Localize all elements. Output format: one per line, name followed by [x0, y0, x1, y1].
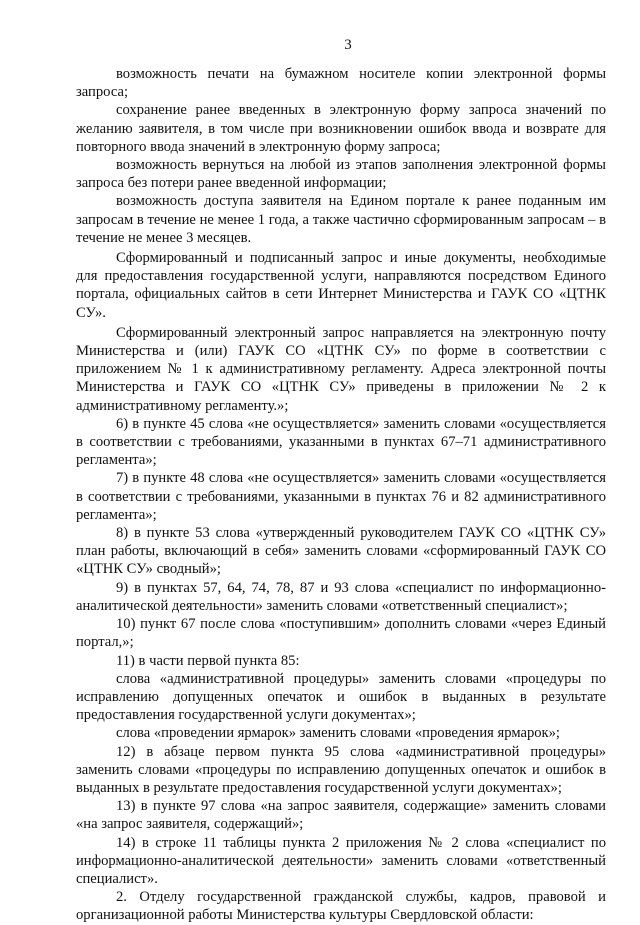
amendment-item-14: 14) в строке 11 таблицы пункта 2 приложения № 2 слова «специалист по информационно-аналитической деятельности» заменить словами «ответственный специалист».: [76, 834, 606, 887]
amendment-item-13: 13) в пункте 97 слова «на запрос заявителя, содержащие» заменить словами «на запрос заявителя, содержащий»;: [76, 798, 606, 833]
page-number: 3: [344, 37, 352, 53]
paragraph-signed-request: Сформированный и подписанный запрос и иные документы, необходимые для предоставления государственной услуги, направляются посредством Единого портала, официальных сайтов в сети Интернет Министерства и ГАУК СО «ЦТНК СУ».: [76, 250, 606, 321]
paragraph-print-copy: возможность печати на бумажном носителе копии электронной формы запроса;: [76, 66, 606, 101]
amendment-item-7: 7) в пункте 48 слова «не осуществляется» заменить словами «осуществляется в соответствии с требованиями, указанными в пунктах 76 и 82 административного регламента»;: [76, 470, 606, 523]
section-2-paragraph: 2. Отделу государственной гражданской службы, кадров, правовой и организационной работы Министерства культуры Свердловской области:: [76, 889, 606, 924]
paragraph-email-request: Сформированный электронный запрос направляется на электронную почту Министерства и (или) ГАУК СО «ЦТНК СУ» по форме в соответствии с приложением № 1 к административному регламенту. Адреса электронной почты Министерства и ГАУК СО «ЦТНК СУ» приведены в приложении № 2 к административному регламенту.»;: [76, 324, 606, 414]
amendment-item-10: 10) пункт 67 после слова «поступившим» дополнить словами «через Единый портал,»;: [76, 616, 606, 651]
amendment-item-9: 9) в пунктах 57, 64, 74, 78, 87 и 93 слова «специалист по информационно-аналитической деятельности» заменить словами «ответственный специалист»;: [76, 579, 606, 614]
paragraph-return-to-step: возможность вернуться на любой из этапов заполнения электронной формы запроса без потери ранее введенной информации;: [76, 157, 606, 192]
paragraph-access-requests: возможность доступа заявителя на Едином портале к ранее поданным им запросам в течение не менее 1 года, а также частично сформированным запросам – в течение не менее 3 месяцев.: [76, 193, 606, 246]
amendment-item-11-sub-1: слова «административной процедуры» заменить словами «процедуры по исправлению допущенных опечаток и ошибок в выданных в результате предоставления государственной услуги документах»;: [76, 670, 606, 724]
paragraph-save-values: сохранение ранее введенных в электронную форму запроса значений по желанию заявителя, в том числе при возникновении ошибок ввода и возврате для повторного ввода значений в электронную форму запроса;: [76, 102, 606, 155]
amendment-item-11: 11) в части первой пункта 85:: [116, 652, 300, 669]
amendment-item-12: 12) в абзаце первом пункта 95 слова «административной процедуры» заменить словами «процедуры по исправлению допущенных опечаток и ошибок в выданных в результате предоставления государственной услуги документах»;: [76, 743, 606, 796]
amendment-item-6: 6) в пункте 45 слова «не осуществляется» заменить словами «осуществляется в соответствии с требованиями, указанными в пунктах 67–71 административного регламента»;: [76, 415, 606, 469]
amendment-item-11-sub-2: слова «проведении ярмарок» заменить словами «проведения ярмарок»;: [116, 725, 560, 742]
document-page: [76, 36, 606, 925]
amendment-item-8: 8) в пункте 53 слова «утвержденный руководителем ГАУК СО «ЦТНК СУ» план работы, включающий в себя» заменить словами «сформированный ГАУК СО «ЦТНК СУ» сводный»;: [76, 525, 606, 578]
